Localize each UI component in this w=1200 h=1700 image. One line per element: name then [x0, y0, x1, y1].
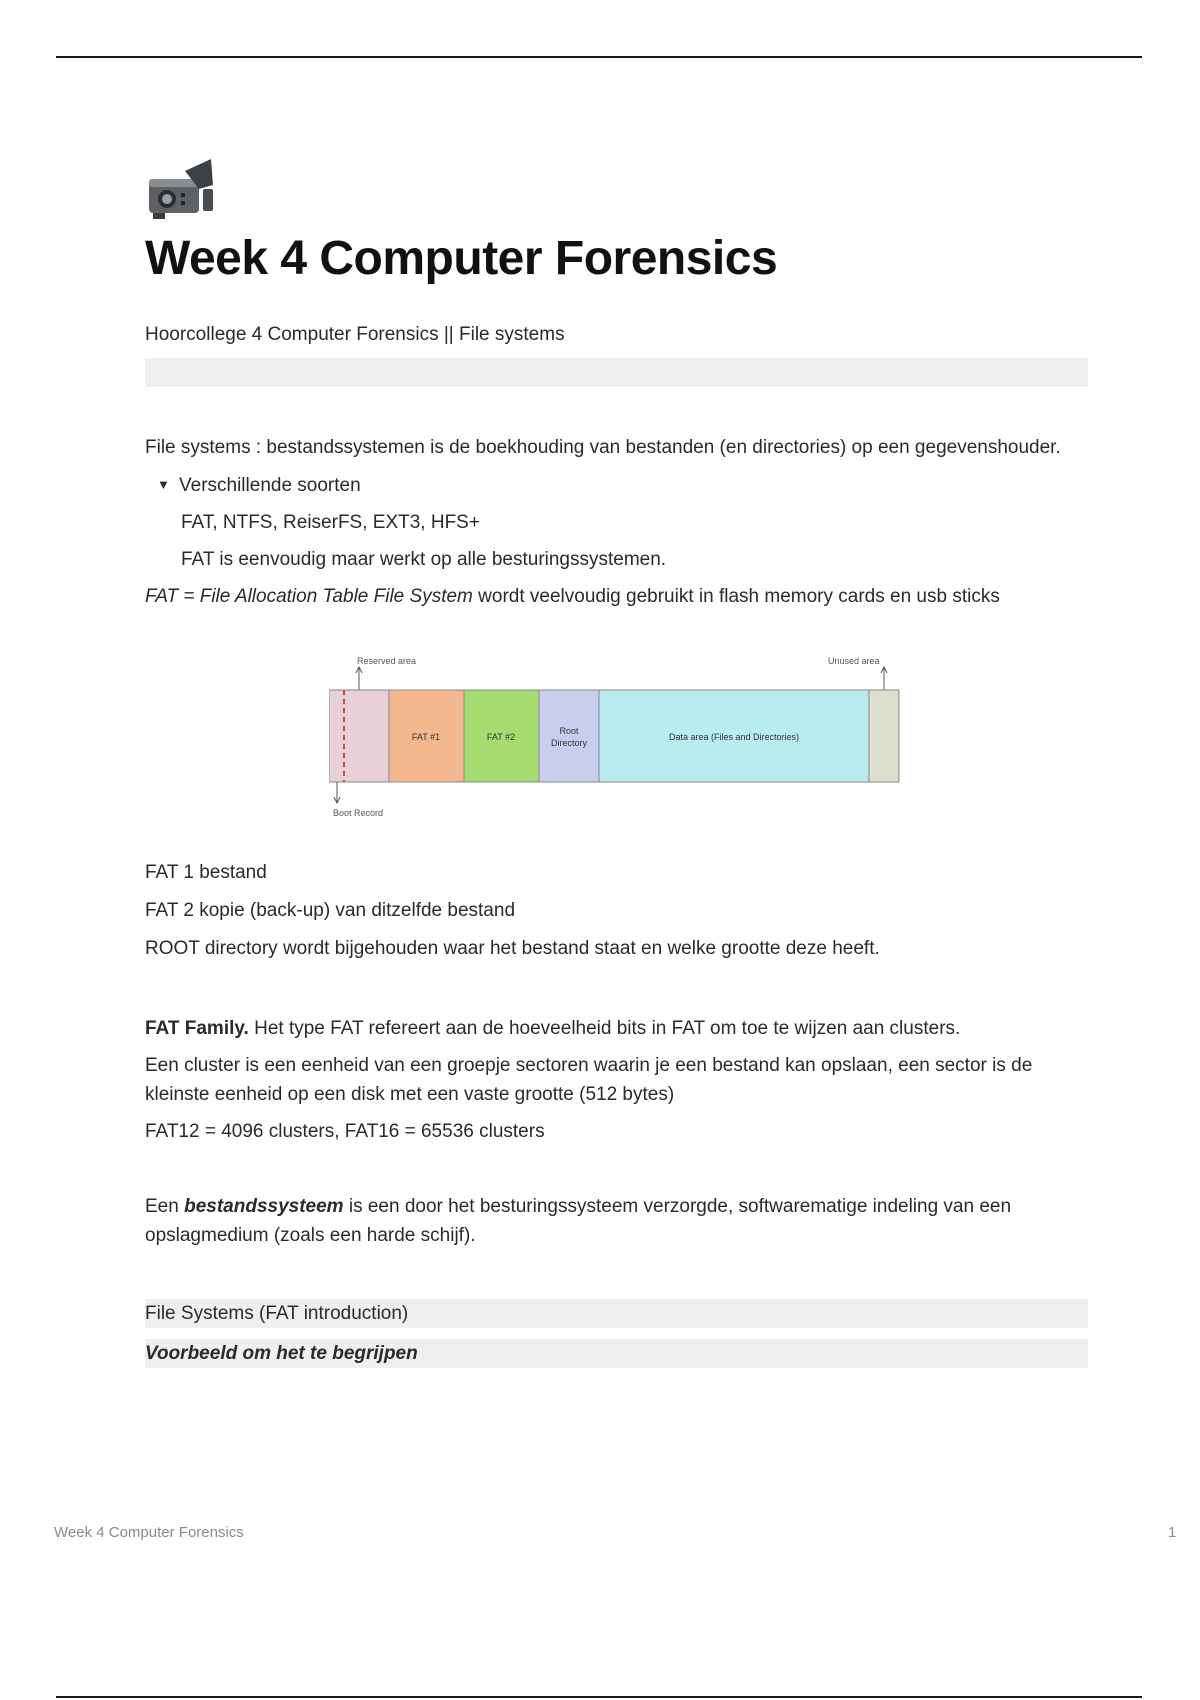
page-subtitle: Hoorcollege 4 Computer Forensics || File systems — [145, 324, 565, 345]
fat-definition-rest: wordt veelvoudig gebruikt in flash memory cards en usb sticks — [472, 586, 1000, 607]
segment-reserved — [329, 690, 389, 782]
toggle-item: FAT, NTFS, ReiserFS, EXT3, HFS+ — [181, 512, 480, 533]
list-item: ROOT directory wordt bijgehouden waar het bestand staat en welke grootte deze heeft. — [145, 938, 880, 959]
fat-sizes-paragraph: FAT12 = 4096 clusters, FAT16 = 65536 clusters — [145, 1121, 545, 1142]
segment-root-label-2: Directory — [550, 738, 588, 748]
segment-data-label: Data area (Files and Directories) — [668, 732, 800, 742]
bestandssysteem-prefix: Een — [145, 1196, 185, 1217]
fat-family-rest: Het type FAT refereert aan de hoeveelheid bits in FAT om toe te wijzen aan clusters. — [248, 1018, 961, 1039]
toggle-different-types[interactable] — [157, 472, 1088, 499]
fat-family-paragraph — [145, 1014, 1088, 1043]
bestandssysteem-paragraph — [145, 1192, 1088, 1250]
bestandssysteem-term: bestandssysteem — [184, 1196, 344, 1217]
fat-family-bold: FAT Family. — [145, 1018, 249, 1039]
boot-record-label: Boot Record — [333, 808, 384, 818]
unused-area-label: Unused area — [828, 656, 880, 666]
toggle-content — [181, 510, 1088, 573]
empty-callout-block — [145, 358, 1088, 387]
segment-unused — [869, 690, 899, 782]
page-content — [145, 155, 1088, 1368]
fat-family-section — [145, 1014, 1088, 1146]
toggle-item: FAT is eenvoudig maar werkt op alle besturingssystemen. — [181, 549, 667, 570]
example-block[interactable]: Voorbeeld om het te begrijpen — [145, 1339, 1088, 1368]
segment-root-directory — [539, 690, 599, 782]
list-item: FAT 2 kopie (back-up) van ditzelfde bestand — [145, 900, 516, 921]
toggle-label: Verschillende soorten — [179, 475, 361, 496]
fat-definition-paragraph — [145, 584, 1088, 610]
footer-title: Week 4 Computer Forensics — [54, 1524, 244, 1541]
bestandssysteem-section — [145, 1192, 1088, 1250]
fat-definition-italic: FAT = File Allocation Table File System — [145, 586, 473, 607]
fat-layout-svg — [329, 650, 909, 820]
segment-root-label-1: Root — [559, 726, 579, 736]
triangle-down-icon[interactable]: ▼ — [157, 477, 170, 492]
bestandssysteem-rest: is een door het besturingssysteem verzorgde, softwarematige indeling van een opslagmedium (zoals een harde schijf). — [145, 1196, 1012, 1246]
list-item: FAT 1 bestand — [145, 862, 267, 883]
definition-paragraph: File systems : bestandssystemen is de boekhouding van bestanden (en directories) op een gegevenshouder. — [145, 437, 1061, 458]
bottom-rule — [56, 1696, 1142, 1698]
segment-fat2-label: FAT #2 — [486, 732, 516, 742]
video-camera-icon — [145, 155, 217, 223]
cluster-paragraph: Een cluster is een eenheid van een groepje sectoren waarin je een bestand kan opslaan, een sector is de kleinste eenheid op een disk met een vaste grootte (512 bytes) — [145, 1055, 1033, 1105]
segment-fat1-label: FAT #1 — [411, 732, 441, 742]
footer-page-number: 1 — [1168, 1524, 1177, 1541]
reserved-area-label: Reserved area — [357, 656, 417, 666]
file-systems-intro-block[interactable]: File Systems (FAT introduction) — [145, 1299, 1088, 1328]
fat-layout-diagram — [329, 650, 909, 820]
page-title: Week 4 Computer Forensics — [145, 232, 778, 285]
fat-component-list — [145, 860, 1088, 962]
top-rule — [56, 56, 1142, 58]
